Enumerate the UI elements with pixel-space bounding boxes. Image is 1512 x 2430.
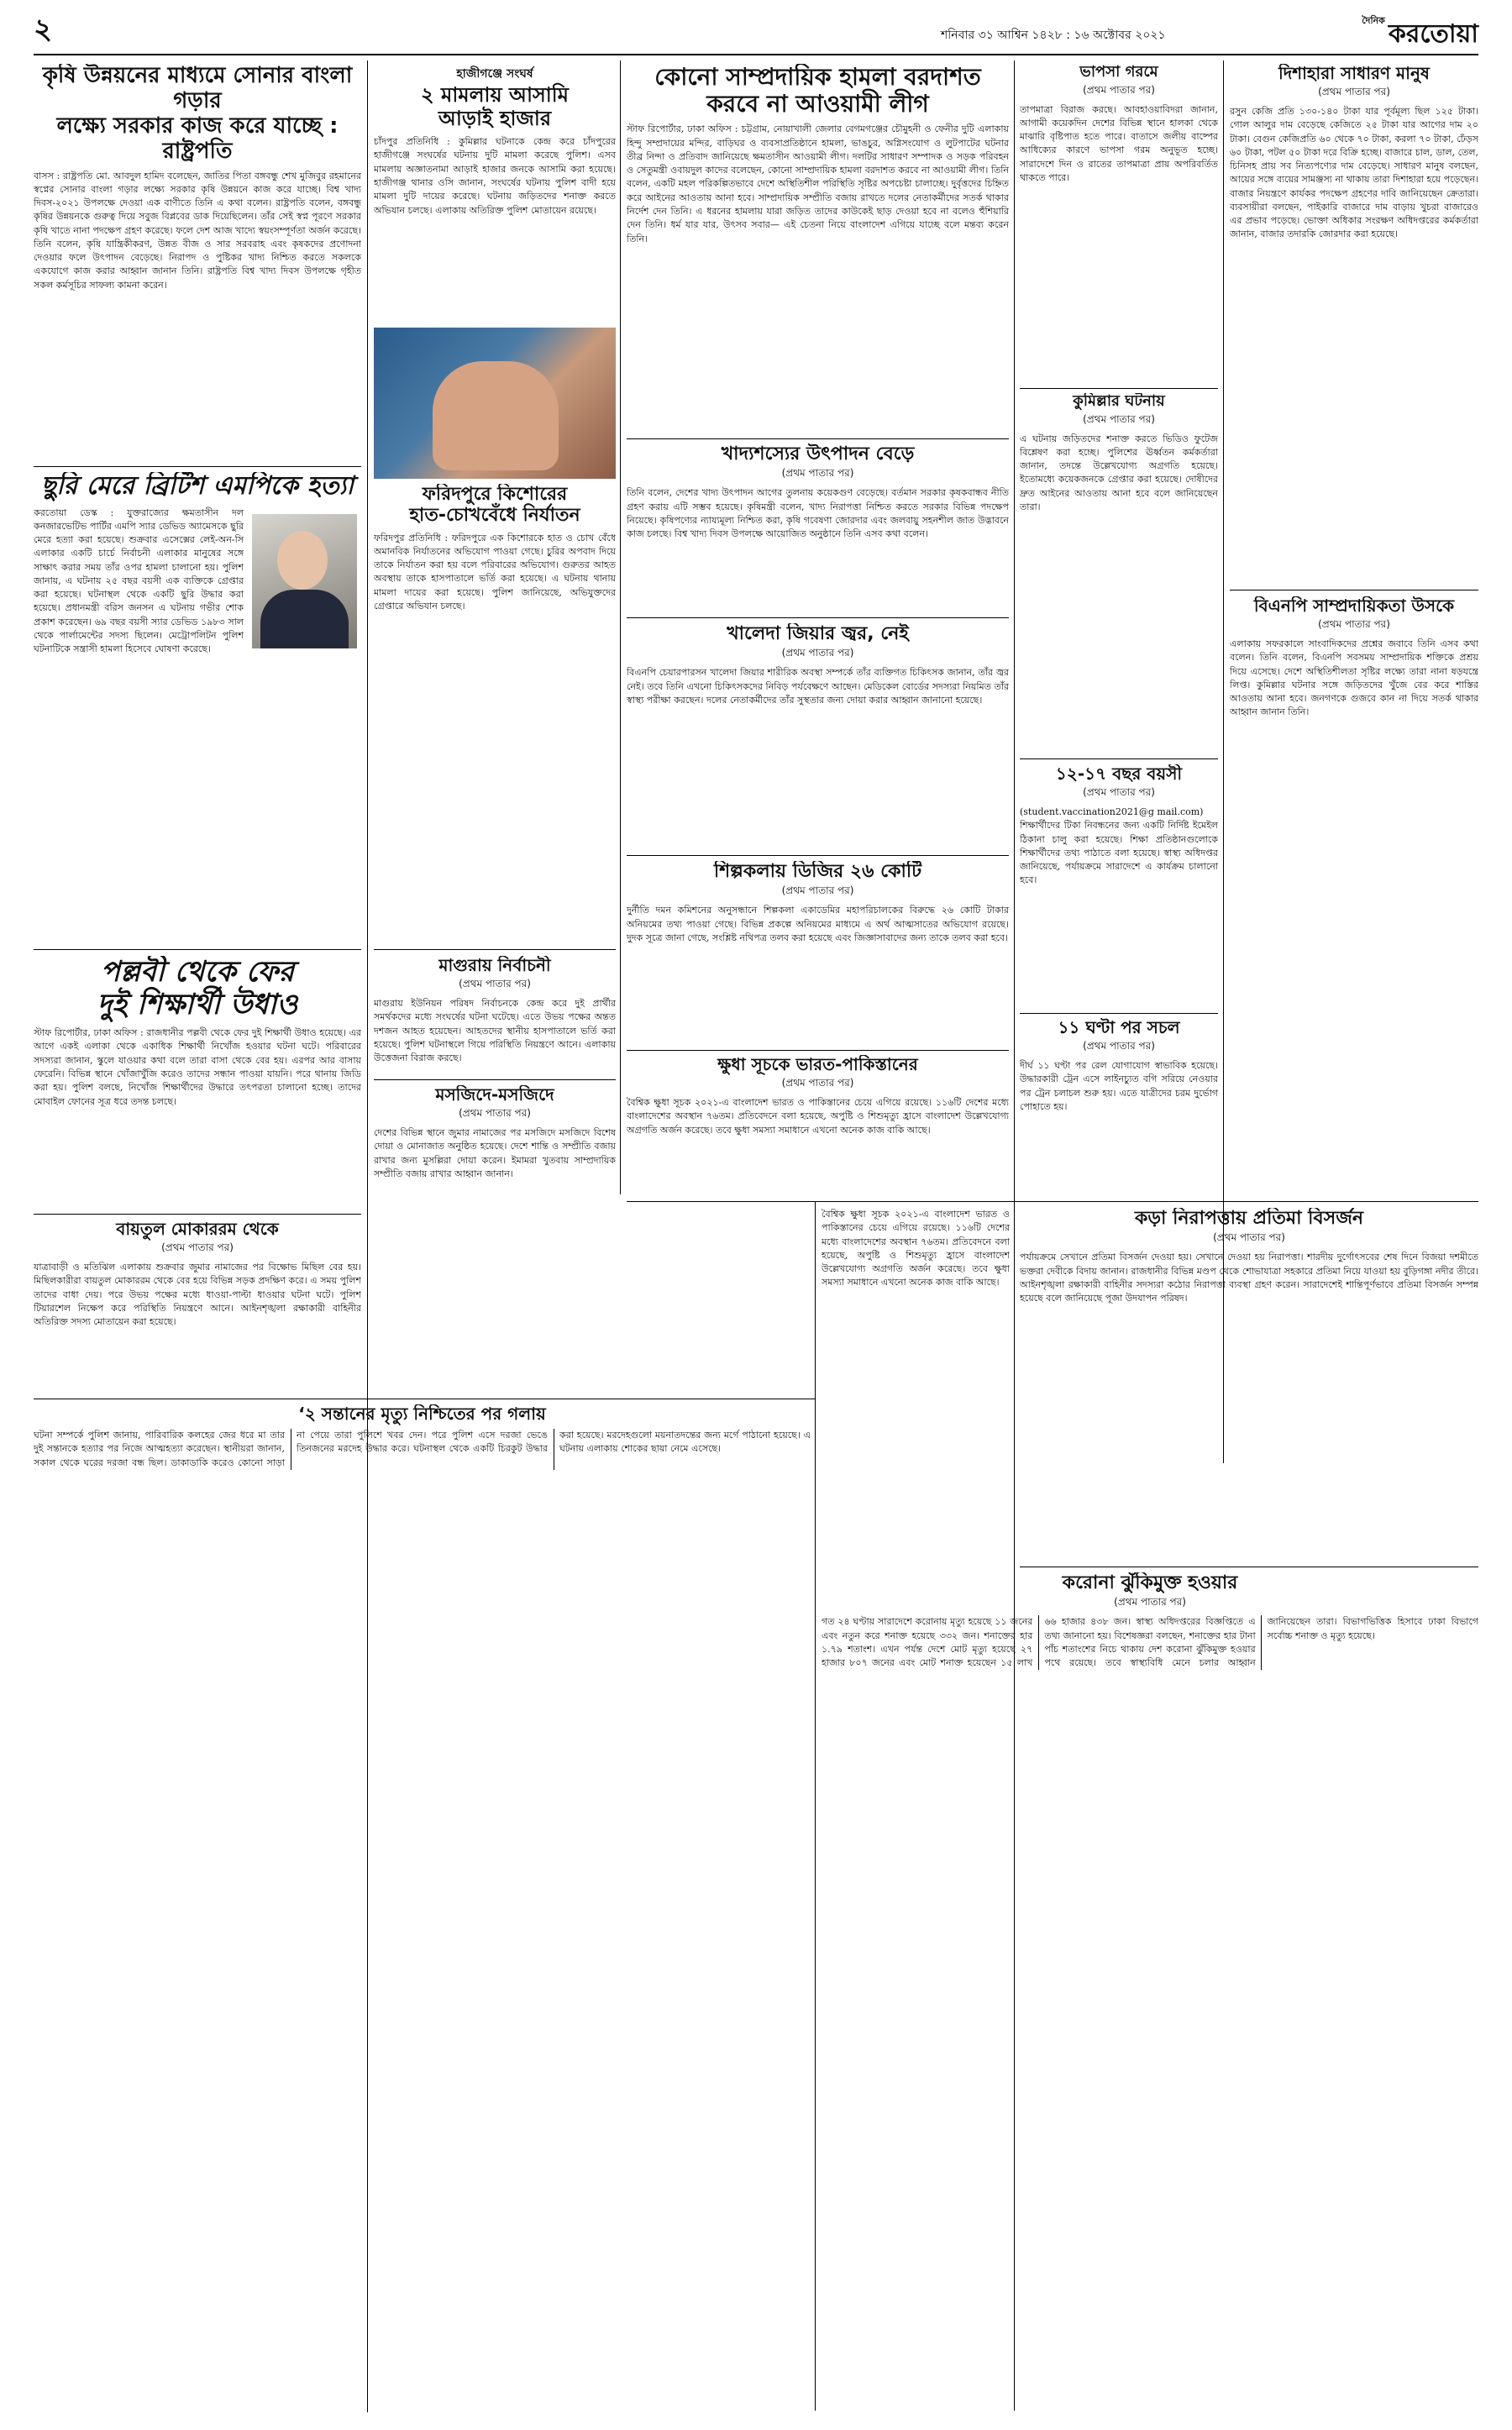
headline: ভাপসা গরমে [1079,64,1158,81]
headline: মসজিদে-মসজিদে [435,1085,554,1105]
article-body: এ ঘটনায় জড়িতদের শনাক্ত করতে ভিডিও ফুটেজ বিশ্লেষণ করা হচ্ছে। পুলিশের ঊর্ধ্বতন কর্মকর্তারা জানান, তদন্তে উল্লেখযোগ্য অগ্রগতি হয়েছে। ইতোমধ্যে কয়েকজনকে গ্রেপ্তার করা হয়েছে। দোষীদের দ্রুত আইনের আওতায় আনা হবে বলে জানিয়েছেন তারা। [1020,433,1218,513]
article-hunger-index: ক্ষুধা সূচকে ভারত-পাকিস্তানের (প্রথম পাতার পর) বৈশ্বিক ক্ষুধা সূচক ২০২১-এ বাংলাদেশ ভারত ও পাকিস্তানের চেয়ে এগিয়ে রয়েছে। ১১৬টি দেশের মধ্যে বাংলাদেশের অবস্থান ৭৬তম। প্রতিবেদনে বলা হয়েছে, অপুষ্টি ও শিশুমৃত্যু হ্রাসে বাংলাদেশ উল্লেখযোগ্য অগ্রগতি অর্জন করেছে। তবে ক্ষুধা সমস্যা সমাধানে এখনো অনেক কাজ বাকি আছে। [627,1055,1009,1198]
headline: খাদ্যশস্যের উৎপাদন বেড়ে [721,443,915,464]
page-number: ২ [34,12,53,46]
article-continuation [822,1208,1010,1565]
headline: ১১ ঘণ্টা পর সচল [1058,1018,1180,1037]
article-shilpakala: শিল্পকলায় ডিজির ২৬ কোটি (প্রথম পাতার পর) দুর্নীতি দমন কমিশনের অনুসন্ধানে শিল্পকলা একাডেমির মহাপরিচালকের বিরুদ্ধে ২৬ কোটি টাকার অনিয়মের তথ্য পাওয়া গেছে। বিভিন্ন প্রকল্পে অনিয়মের মাধ্যমে এ অর্থ আত্মসাতের অভিযোগ রয়েছে। দুদক সূত্রে জানা গেছে, সংশ্লিষ্ট নথিপত্র তলব করা হয়েছে এবং জিজ্ঞাসাবাদের জন্য তাকে তলব করা হবে। [627,861,1009,1046]
article-magura: মাগুরায় নির্বাচনী (প্রথম পাতার পর) মাগুরায় ইউনিয়ন পরিষদ নির্বাচনকে কেন্দ্র করে দুই প্রার্থীর সমর্থকদের মধ্যে সংঘর্ষের ঘটনা ঘটেছে। এতে উভয় পক্ষের অন্তত দশজন আহত হয়েছেন। আহতদের স্থানীয় হাসপাতালে ভর্তি করা হয়েছে। পুলিশ ঘটনাস্থলে গিয়ে পরিস্থিতি নিয়ন্ত্রণে আনে। এলাকায় উত্তেজনা বিরাজ করছে। [374,956,616,1073]
email-address: (student.vaccination2021@g mail.com) [1020,806,1204,817]
headline: বিএনপি সাম্প্রদায়িকতা উসকে [1253,596,1455,616]
article-corona: করোনা ঝুঁকিমুক্ত হওয়ার (প্রথম পাতার পর) গত ২৪ ঘণ্টায় সারাদেশে করোনায় মৃত্যু হয়েছে ১১ জনের এবং নতুন করে শনাক্ত হয়েছে ৩৩২ জন। শনাক্তের হার ১.৭৯ শতাংশ। এখন পর্যন্ত দেশে মোট মৃত্যু হয়েছে ২৭ হাজার ৮০৭ জনের এবং মোট শনাক্ত হয়েছেন ১৫ লাখ ৬৬ হাজার ৪৩৮ জন। স্বাস্থ্য অধিদপ্তরের বিজ্ঞপ্তিতে এ তথ্য জানানো হয়। বিশেষজ্ঞরা বলছেন, শনাক্তের হার টানা পাঁচ শতাংশের নিচে থাকায় দেশ করোনা ঝুঁকিমুক্ত হওয়ার পথে রয়েছে। তবে স্বাস্থ্যবিধি মেনে চলার আহ্বান জানিয়েছেন তারা। বিভাগভিত্তিক হিসাবে ঢাকা বিভাগে সর্বোচ্চ শনাক্ত ও মৃত্যু হয়েছে। [822,1572,1478,2412]
article-body: করতোয়া ডেস্ক : যুক্তরাজ্যের ক্ষমতাসীন দল কনজারভেটিভ পার্টির এমপি স্যার ডেভিড অ্যামেসকে ছুরি মেরে হত্যা করা হয়েছে। শুক্রবার এসেক্সের লেই-অন-সি এলাকার একটি চার্চে নির্বাচনী এলাকার মানুষের সঙ্গে সাক্ষাৎ করার সময় তাঁর ওপর হামলা চালানো হয়। পুলিশ জানায়, এ ঘটনায় ২৫ বছর বয়সী এক ব্যক্তিকে গ্রেপ্তার করা হয়েছে। ঘটনাস্থল থেকে একটি ছুরি উদ্ধার করা হয়েছে। প্রধানমন্ত্রী বরিস জনসন এ ঘটনায় গভীর শোক প্রকাশ করেছেন। ৬৯ বছর বয়সী স্যার ডেভিড ১৯৮৩ সাল থেকে পার্লামেন্টের সদস্য ছিলেন। মেট্রোপলিটন পুলিশ ঘটনাটিকে সন্ত্রাসী হামলা হিসেবে ঘোষণা করেছে। [34,506,244,655]
page-header [34,8,1478,55]
article-body: চাঁদপুর প্রতিনিধি : কুমিল্লার ঘটনাকে কেন্দ্র করে চাঁদপুরের হাজীগঞ্জে সংঘর্ষের ঘটনায় দুটি মামলা করেছে পুলিশ। এসব মামলায় অজ্ঞাতনামা আড়াই হাজার জনকে আসামি করা হয়েছে। হাজীগঞ্জ থানার ওসি জানান, সংঘর্ষের ঘটনায় পুলিশ বাদী হয়ে মামলা দুটি দায়ের করেছে। ঘটনায় জড়িতদের শনাক্ত করতে অভিযান চলছে। এলাকায় অতিরিক্ত পুলিশ মোতায়েন রয়েছে। [374,136,616,216]
article-faridpur [374,484,616,954]
article-body: বৈশ্বিক ক্ষুধা সূচক ২০২১-এ বাংলাদেশ ভারত ও পাকিস্তানের চেয়ে এগিয়ে রয়েছে। ১১৬টি দেশের মধ্যে বাংলাদেশের অবস্থান ৭৬তম। প্রতিবেদনে বলা হয়েছে, অপুষ্টি ও শিশুমৃত্যু হ্রাসে বাংলাদেশ উল্লেখযোগ্য অগ্রগতি অর্জন করেছে। তবে ক্ষুধা সমস্যা সমাধানে এখনো অনেক কাজ বাকি আছে। [822,1209,1010,1288]
article-body: ফরিদপুর প্রতিনিধি : ফরিদপুরে এক কিশোরকে হাত ও চোখ বেঁধে অমানবিক নির্যাতনের অভিযোগ পাওয়া গেছে। চুরির অপবাদ দিয়ে তাকে নির্যাতন করা হয় বলে পরিবারের অভিযোগ। গুরুতর আহত অবস্থায় তাকে হাসপাতালে ভর্তি করা হয়েছে। এ ঘটনায় থানায় মামলা দায়ের করা হয়েছে। পুলিশ জানিয়েছে, অভিযুক্তদের গ্রেপ্তারে অভিযান চলছে। [374,532,616,611]
article-body: শিক্ষার্থীদের টিকা নিবন্ধনের জন্য একটি নির্দিষ্ট ইমেইল ঠিকানা চালু করা হয়েছে। শিক্ষা প্রতিষ্ঠানগুলোকে শিক্ষার্থীদের তথ্য পাঠাতে বলা হয়েছে। স্বাস্থ্য অধিদপ্তর জানিয়েছে, পর্যায়ক্রমে সারাদেশে এ কার্যক্রম চালানো হবে। [1020,820,1218,886]
headline-line2: লক্ষ্যে সরকার কাজ করে যাচ্ছে : রাষ্ট্রপতি [56,113,339,164]
article-body: স্টাফ রিপোর্টার, ঢাকা অফিস : চট্টগ্রাম, নোয়াখালী জেলার বেগমগঞ্জের চৌমুহনী ও ফেনীর দুটি এলাকায় হিন্দু সম্প্রদায়ের মন্দির, বাড়িঘর ও ব্যবসাপ্রতিষ্ঠানে হামলা, ভাঙচুর, অগ্নিসংযোগ ও লুটপাটের ঘটনার তীব্র নিন্দা ও প্রতিবাদ জানিয়েছে ক্ষমতাসীন আওয়ামী লীগ। দলটির সাধারণ সম্পাদক ও সড়ক পরিবহন ও সেতুমন্ত্রী ওবায়দুল কাদের বলেছেন, কোনো সাম্প্রদায়িক হামলা বরদাশত করবে না আওয়ামী লীগ। তিনি বলেন, একটি মহল পরিকল্পিতভাবে দেশে অস্থিতিশীল পরিস্থিতি সৃষ্টির অপচেষ্টা চালাচ্ছে। দুর্বৃত্তদের চিহ্নিত করে আইনের আওতায় আনা হবে। সাম্প্রদায়িক সম্প্রীতি বজায় রাখতে দলের নেতাকর্মীদের সতর্ক থাকার নির্দেশ দেন তিনি। এ ধরনের হামলায় যারা জড়িত তাদের কাউকেই ছাড় দেওয়া হবে না বলেও হুঁশিয়ারি দেন তিনি। ধর্ম যার যার, উৎসব সবার— এই চেতনা নিয়ে বাংলাদেশ এগিয়ে যাচ্ছে বলে মন্তব্য করেন তিনি। [627,123,1009,244]
headline-line2: হাত-চোখবেঁধে নির্যাতন [409,505,580,527]
article-body: দেশের বিভিন্ন স্থানে জুমার নামাজের পর মসজিদে মসজিদে বিশেষ দোয়া ও মোনাজাত অনুষ্ঠিত হয়েছে। দেশে শান্তি ও সম্প্রীতি বজায় রাখার জন্য মুসল্লিরা দোয়া করেন। ইমামরা খুতবায় সাম্প্রদায়িক সম্প্রীতি বজায় রাখার আহ্বান জানান। [374,1127,616,1179]
headline: পল্লবী থেকে ফের [100,956,295,989]
article-vaccination: ১২-১৭ বছর বয়সী (প্রথম পাতার পর) (student.vaccination2021@g mail.com) শিক্ষার্থীদের টিকা নিবন্ধনের জন্য একটি নির্দিষ্ট ইমেইল ঠিকানা চালু করা হয়েছে। শিক্ষা প্রতিষ্ঠানগুলোকে শিক্ষার্থীদের তথ্য পাঠাতে বলা হয়েছে। স্বাস্থ্য অধিদপ্তর জানিয়েছে, পর্যায়ক্রমে সারাদেশে এ কার্যক্রম চালানো হবে। [1020,764,1218,1008]
headline: ‘২ সন্তানের মৃত্যু নিশ্চিতের পর গলায় [298,1404,546,1424]
article-body: বিএনপি চেয়ারপারসন খালেদা জিয়ার শারীরিক অবস্থা সম্পর্কে তাঁর ব্যক্তিগত চিকিৎসক জানান, তাঁর জ্বর নেই। তবে তিনি এখনো চিকিৎসকদের নিবিড় পর্যবেক্ষণে আছেন। মেডিকেল বোর্ডের সদস্যরা নিয়মিত তাঁর স্বাস্থ্য পরীক্ষা করছেন। দলের নেতাকর্মীদের তাঁর সুস্থতার জন্য দোয়া করার আহ্বান জানানো হয়েছে। [627,667,1009,706]
article-body: দুর্নীতি দমন কমিশনের অনুসন্ধানে শিল্পকলা একাডেমির মহাপরিচালকের বিরুদ্ধে ২৬ কোটি টাকার অনিয়মের তথ্য পাওয়া গেছে। বিভিন্ন প্রকল্পে অনিয়মের মাধ্যমে এ অর্থ আত্মসাতের অভিযোগ রয়েছে। দুদক সূত্রে জানা গেছে, সংশ্লিষ্ট নথিপত্র তলব করা হয়েছে এবং জিজ্ঞাসাবাদের জন্য তাকে তলব করা হবে। [627,905,1009,943]
headline-line2: করবে না আওয়ামী লীগ [706,90,929,118]
headline: ছুরি মেরে ব্রিটিশ এমপিকে হত্যা [40,472,354,501]
headline: কড়া নিরাপত্তায় প্রতিমা বিসর্জন [1134,1208,1364,1229]
article-mother-children [34,1404,811,2412]
article-mosques: মসজিদে-মসজিদে (প্রথম পাতার পর) দেশের বিভিন্ন স্থানে জুমার নামাজের পর মসজিদে মসজিদে বিশেষ দোয়া ও মোনাজাত অনুষ্ঠিত হয়েছে। দেশে শান্তি ও সম্প্রীতি বজায় রাখার জন্য মুসল্লিরা দোয়া করেন। ইমামরা খুতবায় সাম্প্রদায়িক সম্প্রীতি বজায় রাখার আহ্বান জানান। [374,1085,616,1392]
article-rail-service: ১১ ঘণ্টা পর সচল (প্রথম পাতার পর) দীর্ঘ ১১ ঘণ্টা পর রেল যোগাযোগ স্বাভাবিক হয়েছে। উদ্ধারকারী ট্রেন এসে লাইনচ্যুত বগি সরিয়ে নেওয়ার পর ট্রেন চলাচল শুরু হয়। এতে যাত্রীদের চরম দুর্ভোগ পোহাতে হয়। [1020,1018,1218,1196]
article-body: ঘটনা সম্পর্কে পুলিশ জানায়, পারিবারিক কলহের জের ধরে মা তার দুই সন্তানকে হত্যার পর নিজে আত্মহত্যা করেছেন। স্থানীয়রা জানান, সকাল থেকে ঘরের দরজা বন্ধ ছিল। ডাকাডাকি করেও কোনো সাড়া না পেয়ে তারা পুলিশে খবর দেন। পরে পুলিশ এসে দরজা ভেঙে তিনজনের মরদেহ উদ্ধার করে। ঘটনাস্থল থেকে একটি চিরকুট উদ্ধার করা হয়েছে। মরদেহগুলো ময়নাতদন্তের জন্য মর্গে পাঠানো হয়েছে। এ ঘটনায় এলাকায় শোকের ছায়া নেমে এসেছে। [34,1430,811,1468]
mp-photo [252,514,357,648]
article-baitul-mokarram: বায়তুল মোকাররম থেকে (প্রথম পাতার পর) যাত্রাবাড়ী ও মতিঝিল এলাকায় শুক্রবার জুমার নামাজের পর বিক্ষোভ মিছিল বের হয়। মিছিলকারীরা বায়তুল মোকাররম থেকে বের হয়ে বিভিন্ন সড়ক প্রদক্ষিণ করে। এ সময় পুলিশ তাদের বাধা দেয়। পরে উভয় পক্ষের মধ্যে ধাওয়া-পাল্টা ধাওয়ার ঘটনা ঘটে। পুলিশ টিয়ারশেল নিক্ষেপ করে পরিস্থিতি নিয়ন্ত্রণে আনে। আইনশৃঙ্খলা রক্ষাকারী বাহিনীর অতিরিক্ত সদস্য মোতায়েন করা হয়েছে। [34,1220,361,1392]
article-comilla: কুমিল্লার ঘটনায় (প্রথম পাতার পর) এ ঘটনায় জড়িতদের শনাক্ত করতে ভিডিও ফুটেজ বিশ্লেষণ করা হচ্ছে। পুলিশের ঊর্ধ্বতন কর্মকর্তারা জানান, তদন্তে উল্লেখযোগ্য অগ্রগতি হয়েছে। ইতোমধ্যে কয়েকজনকে গ্রেপ্তার করা হয়েছে। দোষীদের দ্রুত আইনের আওতায় আনা হবে বলে জানিয়েছেন তারা। [1020,393,1218,754]
headline: ২ মামলায় আসামি [421,83,569,107]
article-body: তাপমাত্রা বিরাজ করছে। আবহাওয়াবিদরা জানান, আগামী কয়েকদিন দেশের বিভিন্ন স্থানে হালকা থেকে মাঝারি বৃষ্টিপাত হতে পারে। বাতাসে জলীয় বাষ্পের আধিক্যের কারণে ভাপসা গরম অনুভূত হচ্ছে। সারাদেশে দিন ও রাতের তাপমাত্রা প্রায় অপরিবর্তিত থাকতে পারে। [1020,103,1218,184]
headline-line2: দুই শিক্ষার্থী উধাও [97,988,298,1022]
headline: খালেদা জিয়ার জ্বর, নেই [727,623,909,644]
article-body: গত ২৪ ঘণ্টায় সারাদেশে করোনায় মৃত্যু হয়েছে ১১ জনের এবং নতুন করে শনাক্ত হয়েছে ৩৩২ জন। শনাক্তের হার ১.৭৯ শতাংশ। এখন পর্যন্ত দেশে মোট মৃত্যু হয়েছে ২৭ হাজার ৮০৭ জনের এবং মোট শনাক্ত হয়েছেন ১৫ লাখ ৬৬ হাজার ৪৩৮ জন। স্বাস্থ্য অধিদপ্তরের বিজ্ঞপ্তিতে এ তথ্য জানানো হয়। বিশেষজ্ঞরা বলছেন, শনাক্তের হার টানা পাঁচ শতাংশের নিচে থাকায় দেশ করোনা ঝুঁকিমুক্ত হওয়ার পথে রয়েছে। তবে স্বাস্থ্যবিধি মেনে চলার আহ্বান জানিয়েছেন তারা। বিভাগভিত্তিক হিসাবে ঢাকা বিভাগে সর্বোচ্চ শনাক্ত ও মৃত্যু হয়েছে। [822,1616,1478,1669]
article-awami-league [627,64,1009,433]
headline: ক্ষুধা সূচকে ভারত-পাকিস্তানের [717,1055,918,1074]
article-body: স্টাফ রিপোর্টার, ঢাকা অফিস : রাজধানীর পল্লবী থেকে ফের দুই শিক্ষার্থী উধাও হয়েছে। এর আগে একই এলাকা থেকে একাধিক শিক্ষার্থী নিখোঁজ হওয়ার ঘটনা ঘটে। পরিবারের সদস্যরা জানান, স্কুলে যাওয়ার কথা বলে তারা বাসা থেকে বের হয়। এরপর আর বাসায় ফেরেনি। বিভিন্ন স্থানে খোঁজাখুঁজি করেও তাদের সন্ধান পাওয়া যায়নি। পরে থানায় জিডি করা হয়। পুলিশ বলছে, নিখোঁজ শিক্ষার্থীদের উদ্ধারে তৎপরতা চালানো হচ্ছে। তাদের মোবাইল ফোনের সূত্র ধরে তদন্ত চলছে। [34,1027,361,1107]
article-immersion: কড়া নিরাপত্তায় প্রতিমা বিসর্জন (প্রথম পাতার পর) পর্যায়ক্রমে সেখানে প্রতিমা বিসর্জন দেওয়া হয়। সেখানে দেওয়া হয় নিরাপত্তা। শারদীয় দুর্গোৎসবের শেষ দিনে বিজয়া দশমীতে ভক্তরা দেবীকে বিদায় জানান। রাজধানীর বিভিন্ন মণ্ডপ থেকে শোভাযাত্রা সহকারে প্রতিমা নিয়ে যাওয়া হয় বুড়িগঙ্গা নদীর তীরে। আইনশৃঙ্খলা রক্ষাকারী বাহিনীর সদস্যরা কঠোর নিরাপত্তা ব্যবস্থা গ্রহণ করেন। সারাদেশেই শান্তিপূর্ণভাবে প্রতিমা বিসর্জন সম্পন্ন হয়েছে বলে জানিয়েছে পূজা উদযাপন পরিষদ। [1020,1208,1478,1561]
article-food-grain: খাদ্যশস্যের উৎপাদন বেড়ে (প্রথম পাতার পর) তিনি বলেন, দেশের খাদ্য উৎপাদন আগের তুলনায় কয়েকগুণ বেড়েছে। বর্তমান সরকার কৃষকবান্ধব নীতি গ্রহণ করায় এটি সম্ভব হয়েছে। কৃষিমন্ত্রী বলেন, খাদ্য নিরাপত্তা নিশ্চিত করতে সরকার বিভিন্ন পদক্ষেপ নিয়েছে। কৃষিপণ্যের ন্যায্যমূল্য নিশ্চিত করা, কৃষি গবেষণা জোরদার এবং জলবায়ু সহনশীল জাত উদ্ভাবনে কাজ চলছে। বিশ্ব খাদ্য দিবস উপলক্ষে আয়োজিত অনুষ্ঠানে তিনি এসব কথা বলেন। [627,443,1009,611]
headline: বায়তুল মোকাররম থেকে [116,1220,279,1239]
headline: দিশাহারা সাধারণ মানুষ [1278,64,1430,83]
issue-date: শনিবার ৩১ আশ্বিন ১৪২৮ : ১৬ অক্টোবর ২০২১ [941,29,1166,42]
masthead-logo: $^{দৈনিক}$ করতোয়া [1362,15,1478,49]
article-body: বাসস : রাষ্ট্রপতি মো. আবদুল হামিদ বলেছেন, জাতির পিতা বঙ্গবন্ধু শেখ মুজিবুর রহমানের স্বপ্নের সোনার বাংলা গড়ার লক্ষ্যে সরকার কৃষি উন্নয়নে কাজ করে যাচ্ছে। বিশ্ব খাদ্য দিবস-২০২১ উপলক্ষে দেওয়া এক বাণীতে তিনি এ কথা বলেন। রাষ্ট্রপতি বলেন, বঙ্গবন্ধু কৃষির উন্নয়নকে গুরুত্ব দিয়ে সবুজ বিপ্লবের ডাক দিয়েছিলেন। তাঁর সেই স্বপ্ন পূরণে সরকার কৃষি খাতে নানা পদক্ষেপ গ্রহণ করেছে। ফলে দেশ আজ খাদ্যে স্বয়ংসম্পূর্ণতা অর্জন করেছে। তিনি বলেন, কৃষি যান্ত্রিকীকরণ, উন্নত বীজ ও সার সরবরাহ এবং কৃষকদের প্রণোদনা দেওয়ার ফলে উৎপাদন বেড়েছে। নিরাপদ ও পুষ্টিকর খাদ্য নিশ্চিত করতে সকলকে একযোগে কাজ করার আহ্বান জানান তিনি। রাষ্ট্রপতি বিশ্ব খাদ্য দিবস উপলক্ষে গৃহীত সকল কর্মসূচির সাফল্য কামনা করেন। [34,170,361,291]
headline: শিল্পকলায় ডিজির ২৬ কোটি [713,861,922,882]
article-body: তিনি বলেন, দেশের খাদ্য উৎপাদন আগের তুলনায় কয়েকগুণ বেড়েছে। বর্তমান সরকার কৃষকবান্ধব নীতি গ্রহণ করায় এটি সম্ভব হয়েছে। কৃষিমন্ত্রী বলেন, খাদ্য নিরাপত্তা নিশ্চিত করতে সরকার বিভিন্ন পদক্ষেপ নিয়েছে। কৃষিপণ্যের ন্যায্যমূল্য নিশ্চিত করা, কৃষি গবেষণা জোরদার এবং জলবায়ু সহনশীল জাত উদ্ভাবনে কাজ চলছে। বিশ্ব খাদ্য দিবস উপলক্ষে আয়োজিত অনুষ্ঠানে তিনি এসব কথা বলেন। [627,487,1009,540]
headline: করোনা ঝুঁকিমুক্ত হওয়ার [1062,1572,1238,1593]
article-pallabi [34,956,361,1208]
article-body: মাগুরায় ইউনিয়ন পরিষদ নির্বাচনকে কেন্দ্র করে দুই প্রার্থীর সমর্থকদের মধ্যে সংঘর্ষের ঘটনা ঘটেছে। এতে উভয় পক্ষের অন্তত দশজন আহত হয়েছেন। আহতদের স্থানীয় হাসপাতালে ভর্তি করা হয়েছে। পুলিশ ঘটনাস্থলে গিয়ে পরিস্থিতি নিয়ন্ত্রণে আনে। এলাকায় উত্তেজনা বিরাজ করছে। [374,998,616,1064]
headline: কোনো সাম্প্রদায়িক হামলা বরদাশত [654,64,981,91]
torture-photo [374,328,616,479]
kicker: হাজীগঞ্জে সংঘর্ষ [456,67,533,81]
headline: মাগুরায় নির্বাচনী [438,956,551,975]
article-body: বৈশ্বিক ক্ষুধা সূচক ২০২১-এ বাংলাদেশ ভারত ও পাকিস্তানের চেয়ে এগিয়ে রয়েছে। ১১৬টি দেশের মধ্যে বাংলাদেশের অবস্থান ৭৬তম। প্রতিবেদনে বলা হয়েছে, অপুষ্টি ও শিশুমৃত্যু হ্রাসে বাংলাদেশ উল্লেখযোগ্য অগ্রগতি অর্জন করেছে। তবে ক্ষুধা সমস্যা সমাধানে এখনো অনেক কাজ বাকি আছে। [627,1097,1009,1136]
article-bnp: বিএনপি সাম্প্রদায়িকতা উসকে (প্রথম পাতার পর) এলাকায় সফরকালে সাংবাদিকদের প্রশ্নের জবাবে তিনি এসব কথা বলেন। তিনি বলেন, বিএনপি সবসময় সাম্প্রদায়িক শক্তিকে প্রশ্রয় দিয়ে এসেছে। দেশে অস্থিতিশীলতা সৃষ্টির লক্ষ্যে তারা নানা ষড়যন্ত্রে লিপ্ত। কুমিল্লার ঘটনার সঙ্গে জড়িতদের খুঁজে বের করে শাস্তির আওতায় আনা হবে। জনগণকে গুজবে কান না দিয়ে সতর্ক থাকার আহ্বান জানান তিনি। [1230,596,1478,1197]
article-body: দীর্ঘ ১১ ঘণ্টা পর রেল যোগাযোগ স্বাভাবিক হয়েছে। উদ্ধারকারী ট্রেন এসে লাইনচ্যুত বগি সরিয়ে নেওয়ার পর ট্রেন চলাচল শুরু হয়। এতে যাত্রীদের চরম দুর্ভোগ পোহাতে হয়। [1020,1060,1218,1112]
article-humid-heat: ভাপসা গরমে (প্রথম পাতার পর) তাপমাত্রা বিরাজ করছে। আবহাওয়াবিদরা জানান, আগামী কয়েকদিন দেশের বিভিন্ন স্থানে হালকা থেকে মাঝারি বৃষ্টিপাত হতে পারে। বাতাসে জলীয় বাষ্পের আধিক্যের কারণে ভাপসা গরম অনুভূত হচ্ছে। সারাদেশে দিন ও রাতের তাপমাত্রা প্রায় অপরিবর্তিত থাকতে পারে। [1020,64,1218,383]
article-hajiganj [374,64,616,324]
headline: কৃষি উন্নয়নের মাধ্যমে সোনার বাংলা গড়ার [42,64,353,113]
article-president [34,64,361,459]
article-body: রসুন কেজি প্রতি ১৩০-১৪০ টাকা যার পূর্বমূল্য ছিল ১২৫ টাকা। গোল আলুর দাম বেড়েছে কেজিতে ২৫ টাকা যার আগের দাম ২০ টাকা। বেগুন কেজিপ্রতি ৬০ থেকে ৭০ টাকা, করলা ৭০ টাকা, ঢেঁড়স ৬০ টাকা, পটল ৫০ টাকা দরে বিক্রি হচ্ছে। বাজারে চাল, ডাল, তেল, চিনিসহ প্রায় সব নিত্যপণ্যের দাম বেড়েছে। সাধারণ মানুষ বলছেন, আয়ের সঙ্গে ব্যয়ের সামঞ্জস্য না থাকায় তারা দিশাহারা হয়ে পড়েছেন। বাজার নিয়ন্ত্রণে কার্যকর পদক্ষেপ গ্রহণের দাবি জানিয়েছেন ক্রেতারা। ব্যবসায়ীরা বলছেন, পাইকারি বাজারে দাম বাড়ায় খুচরা বাজারেও এর প্রভাব পড়েছে। ভোক্তা অধিকার সংরক্ষণ অধিদপ্তরের কর্মকর্তারা জানান, বাজার তদারকি জোরদার করা হয়েছে। [1230,106,1478,240]
article-british-mp [34,472,361,942]
headline-line2: আড়াই হাজার [438,106,552,130]
headline: ১২-১৭ বছর বয়সী [1055,764,1183,784]
article-body: এলাকায় সফরকালে সাংবাদিকদের প্রশ্নের জবাবে তিনি এসব কথা বলেন। তিনি বলেন, বিএনপি সবসময় সাম্প্রদায়িক শক্তিকে প্রশ্রয় দিয়ে এসেছে। দেশে অস্থিতিশীলতা সৃষ্টির লক্ষ্যে তারা নানা ষড়যন্ত্রে লিপ্ত। কুমিল্লার ঘটনার সঙ্গে জড়িতদের খুঁজে বের করে শাস্তির আওতায় আনা হবে। জনগণকে গুজবে কান না দিয়ে সতর্ক থাকার আহ্বান জানান তিনি। [1230,638,1478,718]
article-common-people: দিশাহারা সাধারণ মানুষ (প্রথম পাতার পর) রসুন কেজি প্রতি ১৩০-১৪০ টাকা যার পূর্বমূল্য ছিল ১২৫ টাকা। গোল আলুর দাম বেড়েছে কেজিতে ২৫ টাকা যার আগের দাম ২০ টাকা। বেগুন কেজিপ্রতি ৬০ থেকে ৭০ টাকা, করলা ৭০ টাকা, ঢেঁড়স ৬০ টাকা, পটল ৫০ টাকা দরে বিক্রি হচ্ছে। বাজারে চাল, ডাল, তেল, চিনিসহ প্রায় সব নিত্যপণ্যের দাম বেড়েছে। সাধারণ মানুষ বলছেন, আয়ের সঙ্গে ব্যয়ের সামঞ্জস্য না থাকায় তারা দিশাহারা হয়ে পড়েছেন। বাজার নিয়ন্ত্রণে কার্যকর পদক্ষেপ গ্রহণের দাবি জানিয়েছেন ক্রেতারা। ব্যবসায়ীরা বলছেন, পাইকারি বাজারে দাম বাড়ায় খুচরা বাজারেও এর প্রভাব পড়েছে। ভোক্তা অধিকার সংরক্ষণ অধিদপ্তরের কর্মকর্তারা জানান, বাজার তদারকি জোরদার করা হয়েছে। [1230,64,1478,585]
headline: কুমিল্লার ঘটনায় [1073,393,1165,410]
article-body: পর্যায়ক্রমে সেখানে প্রতিমা বিসর্জন দেওয়া হয়। সেখানে দেওয়া হয় নিরাপত্তা। শারদীয় দুর্গোৎসবের শেষ দিনে বিজয়া দশমীতে ভক্তরা দেবীকে বিদায় জানান। রাজধানীর বিভিন্ন মণ্ডপ থেকে শোভাযাত্রা সহকারে প্রতিমা নিয়ে যাওয়া হয় বুড়িগঙ্গা নদীর তীরে। আইনশৃঙ্খলা রক্ষাকারী বাহিনীর সদস্যরা কঠোর নিরাপত্তা ব্যবস্থা গ্রহণ করেন। সারাদেশেই শান্তিপূর্ণভাবে প্রতিমা বিসর্জন সম্পন্ন হয়েছে বলে জানিয়েছে পূজা উদযাপন পরিষদ। [1020,1252,1478,1304]
article-khaleda-zia: খালেদা জিয়ার জ্বর, নেই (প্রথম পাতার পর) বিএনপি চেয়ারপারসন খালেদা জিয়ার শারীরিক অবস্থা সম্পর্কে তাঁর ব্যক্তিগত চিকিৎসক জানান, তাঁর জ্বর নেই। তবে তিনি এখনো চিকিৎসকদের নিবিড় পর্যবেক্ষণে আছেন। মেডিকেল বোর্ডের সদস্যরা নিয়মিত তাঁর স্বাস্থ্য পরীক্ষা করছেন। দলের নেতাকর্মীদের তাঁর সুস্থতার জন্য দোয়া করার আহ্বান জানানো হয়েছে। [627,623,1009,850]
article-body: যাত্রাবাড়ী ও মতিঝিল এলাকায় শুক্রবার জুমার নামাজের পর বিক্ষোভ মিছিল বের হয়। মিছিলকারীরা বায়তুল মোকাররম থেকে বের হয়ে বিভিন্ন সড়ক প্রদক্ষিণ করে। এ সময় পুলিশ তাদের বাধা দেয়। পরে উভয় পক্ষের মধ্যে ধাওয়া-পাল্টা ধাওয়ার ঘটনা ঘটে। পুলিশ টিয়ারশেল নিক্ষেপ করে পরিস্থিতি নিয়ন্ত্রণে আনে। আইনশৃঙ্খলা রক্ষাকারী বাহিনীর অতিরিক্ত সদস্য মোতায়েন করা হয়েছে। [34,1262,361,1328]
headline: ফরিদপুরে কিশোরের [422,484,568,505]
newspaper-page [34,8,1478,2419]
